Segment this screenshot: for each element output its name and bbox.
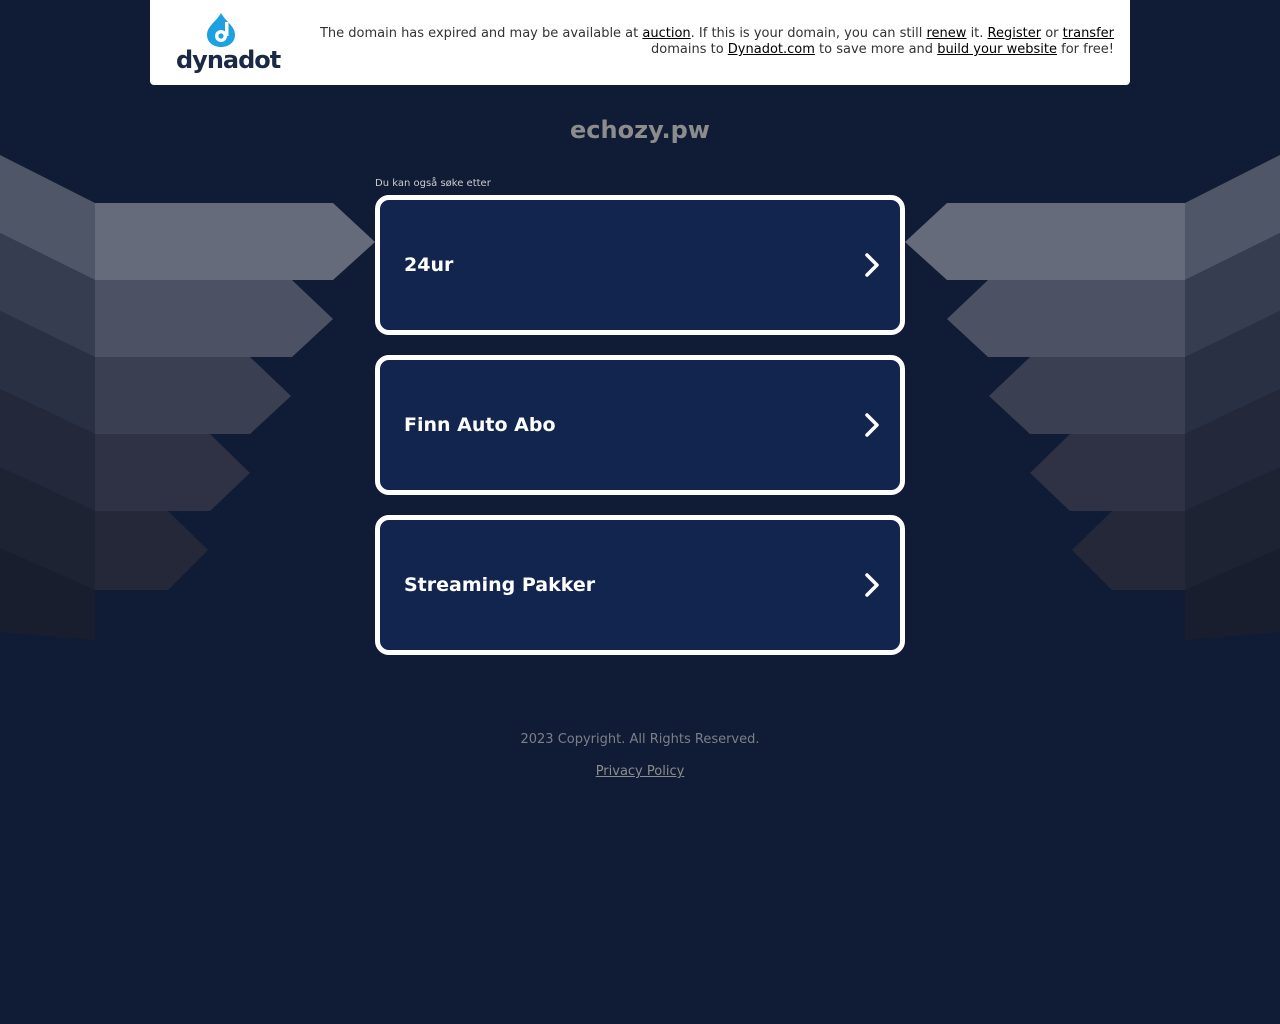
related-search-label: 24ur (404, 254, 454, 276)
chevron-right-icon (864, 252, 880, 278)
dynadot-link[interactable]: Dynadot.com (727, 42, 815, 57)
privacy-policy-link[interactable]: Privacy Policy (595, 764, 685, 779)
banner-text-4: or (1041, 26, 1063, 41)
related-search-label: Finn Auto Abo (404, 414, 556, 436)
related-search-label: Streaming Pakker (404, 574, 596, 596)
dynadot-drop-icon (176, 12, 266, 48)
banner-message (268, 26, 1114, 58)
auction-link[interactable]: auction (642, 26, 691, 41)
banner-text-6: to save more and (814, 42, 938, 57)
chevron-right-icon (864, 412, 880, 438)
chevron-right-icon (864, 572, 880, 598)
related-search-streaming-pakker[interactable] (375, 515, 905, 655)
banner-text-1: The domain has expired and may be available at (319, 26, 643, 41)
renew-link[interactable]: renew (926, 26, 967, 41)
banner-text-7: for free! (1057, 42, 1114, 57)
expired-domain-banner (150, 0, 1130, 85)
domain-title: echozy.pw (570, 116, 710, 144)
related-search-finn-auto-abo[interactable] (375, 355, 905, 495)
related-search-24ur[interactable] (375, 195, 905, 335)
banner-text-2: . If this is your domain, you can still (690, 26, 927, 41)
dynadot-logo[interactable] (176, 12, 281, 76)
related-searches (375, 177, 905, 675)
footer-copyright: 2023 Copyright. All Rights Reserved. (520, 732, 760, 747)
register-link[interactable]: Register (987, 26, 1042, 41)
transfer-link[interactable]: transfer (1062, 26, 1114, 41)
logo-wordmark: dynadot (176, 46, 281, 74)
banner-text-3: it. (966, 26, 988, 41)
related-searches-label: Du kan også søke etter (375, 178, 491, 189)
banner-text-5: domains to (651, 42, 728, 57)
build-website-link[interactable]: build your website (937, 42, 1058, 57)
